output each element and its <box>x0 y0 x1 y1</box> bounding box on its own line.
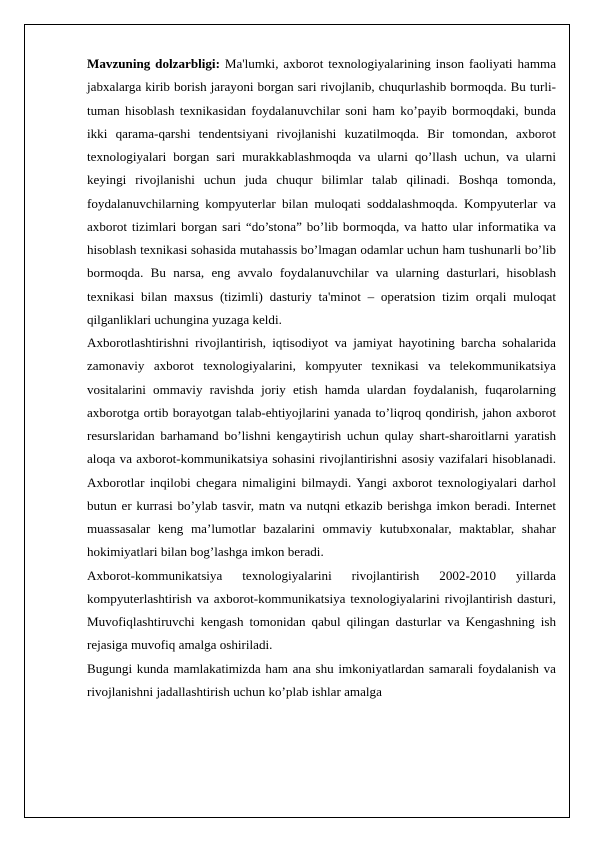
paragraph-informatization <box>87 331 556 564</box>
paragraph-today <box>87 657 556 704</box>
paragraph-ict-program <box>87 564 556 657</box>
paragraph-text: Axborotlashtirishni rivojlantirish, iqtisodiyot va jamiyat hayotining barcha sohalarida zamonaviy axborot texnologiyalarini, kompyuter texnikasi va telekommunikatsiya vositalarini ommaviy ravishda joriy etish hamda ulardan foydalanish, fuqarolarning axborotga ortib borayotgan talab-ehtiyojlarini yanada to’liqroq qondirish, jahon axborot resurslaridan barhamand bo’lishni kengaytirish uchun qulay shart-sharoitlarni yaratish aloqa va axborot-kommunikatsiya sohasini rivojlantirishni asosiy vazifalari hisoblanadi. Axborotlar inqilobi chegara nimaligini bilmaydi. Yangi axborot texnologiyalari darhol butun er kurrasi bo’ylab tasvir, matn va nutqni etkazib berishga imkon beradi. Internet muassasalar keng ma’lumotlar bazalarini ommaviy kutubxonalar, maktablar, shahar hokimiyatlari bilan bog’lashga imkon beradi. <box>87 335 556 560</box>
relevance-heading: Mavzuning dolzarbligi: <box>87 56 220 71</box>
paragraph-text: Bugungi kunda mamlakatimizda ham ana shu imkoniyatlardan samarali foydalanish va rivojlanishni jadallashtirish uchun ko’plab ishlar amalga <box>87 660 556 699</box>
paragraph-text: Axborot-kommunikatsiya texnologiyalarini rivojlantirish 2002-2010 yillarda kompyuterlashtirish va axborot-kommunikatsiya texnologiyalarini rivojlantirish dasturi, Muvofiqlashtiruvchi kengash tomonidan qabul qilingan dasturlar va Kengashning ish rejasiga muvofiq amalga oshiriladi. <box>87 567 556 653</box>
document-body <box>87 52 556 703</box>
paragraph-text: Ma'lumki, axborot texnologiyalarining inson faoliyati hamma jabxalarga kirib borish jarayoni borgan sari rivojlanib, chuqurlashib bormoqda. Bu turli-tuman hisoblash texnikasidan foydalanuvchilar soni ham ko’payib bormoqdaki, bunda ikki qarama-qarshi tendentsiyani rivojlanishi kuzatilmoqda. Bir tomondan, axborot texnologiyalari borgan sari murakkablashmoqda va ularni qo’llash uchun, va ularni keyingi rivojlanishi uchun juda chuqur bilimlar talab qilinadi. Boshqa tomonda, foydalanuvchilarning kompyuterlar bilan muloqati soddalashmoqda. Kompyuterlar va axborot tizimlari borgan sari “do’stona” bo’lib bormoqda, va hatto ular informatika va hisoblash texnikasi sohasida mutahassis bo’lmagan odamlar uchun ham tushunarli bo’lib bormoqda. Bu narsa, eng avvalo foydalanuvchilar va ularning dasturlari, hisoblash texnikasi bilan maxsus (tizimli) dasturiy ta'minot – operatsion tizim orqali muloqat qilganliklari uchungina yuzaga keldi. <box>87 56 556 327</box>
paragraph-relevance <box>87 52 556 331</box>
